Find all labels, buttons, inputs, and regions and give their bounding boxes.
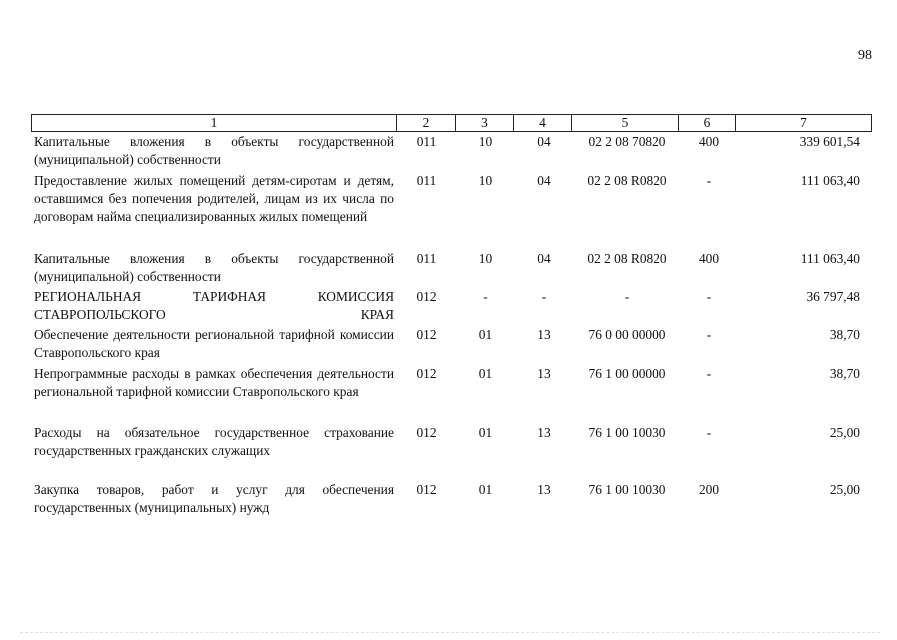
row-code-2: 011	[416, 134, 437, 149]
row-amount: 38,70	[829, 327, 860, 342]
page-number: 98	[858, 48, 872, 63]
row-code-6: 200	[698, 482, 720, 497]
header-col-6: 6	[679, 115, 736, 132]
row-amount: 36 797,48	[806, 289, 860, 304]
header-col-3: 3	[456, 115, 514, 132]
row-amount: 111 063,40	[800, 173, 860, 188]
row-code-3: 10	[478, 134, 493, 149]
row-code-5: 76 1 00 10030	[588, 425, 666, 440]
row-code-4: 04	[537, 251, 551, 266]
row-code-2: 012	[416, 366, 437, 381]
header-row	[32, 115, 872, 132]
row-code-5: -	[624, 289, 630, 304]
row-code-5: 76 1 00 00000	[588, 366, 666, 381]
row-amount: 38,70	[829, 366, 860, 381]
table-header	[31, 114, 872, 132]
row-code-5: 02 2 08 R0820	[587, 173, 667, 188]
row-code-6: -	[706, 173, 712, 188]
row-code-3: 10	[478, 251, 493, 266]
row-code-5: 02 2 08 70820	[588, 134, 666, 149]
row-code-2: 012	[416, 289, 437, 304]
row-code-3: 01	[478, 366, 493, 381]
row-amount: 339 601,54	[799, 134, 860, 149]
header-col-5: 5	[572, 115, 679, 132]
row-code-3: 01	[478, 327, 493, 342]
row-code-6: -	[706, 366, 712, 381]
row-code-4: -	[541, 289, 547, 304]
row-code-2: 011	[416, 173, 437, 188]
row-amount: 25,00	[829, 425, 860, 440]
row-amount: 111 063,40	[800, 251, 860, 266]
row-code-6: 400	[698, 134, 720, 149]
row-code-2: 011	[416, 251, 437, 266]
header-col-1: 1	[32, 115, 397, 132]
row-code-5: 76 1 00 10030	[588, 482, 666, 497]
row-code-2: 012	[416, 482, 437, 497]
row-code-4: 13	[537, 425, 551, 440]
row-amount: 25,00	[829, 482, 860, 497]
row-code-6: -	[706, 289, 712, 304]
row-description: Непрограммные расходы в рамках обеспечения деятельности региональной тарифной комиссии Ставропольского края	[34, 366, 394, 399]
row-code-2: 012	[416, 425, 437, 440]
row-description: Закупка товаров, работ и услуг для обеспечения государственных (муниципальных) нужд	[34, 482, 394, 515]
row-code-2: 012	[416, 327, 437, 342]
row-code-4: 13	[537, 482, 551, 497]
row-code-6: -	[706, 425, 712, 440]
row-code-3: 01	[478, 425, 493, 440]
row-code-5: 76 0 00 00000	[588, 327, 666, 342]
scan-edge-line	[20, 632, 880, 633]
row-code-5: 02 2 08 R0820	[587, 251, 667, 266]
row-code-4: 13	[537, 366, 551, 381]
header-col-4: 4	[514, 115, 572, 132]
row-code-3: 10	[478, 173, 493, 188]
header-col-2: 2	[397, 115, 456, 132]
row-description: Капитальные вложения в объекты государственной (муниципальной) собственности	[34, 134, 394, 167]
row-code-6: 400	[698, 251, 720, 266]
row-code-6: -	[706, 327, 712, 342]
row-description: Расходы на обязательное государственное страхование государственных гражданских служащих	[34, 425, 394, 458]
header-col-7: 7	[736, 115, 872, 132]
row-code-3: 01	[478, 482, 493, 497]
row-description: Капитальные вложения в объекты государственной (муниципальной) собственности	[34, 251, 394, 284]
row-code-3: -	[483, 289, 488, 304]
row-code-4: 13	[537, 327, 551, 342]
row-description: Обеспечение деятельности региональной тарифной комиссии Ставропольского края	[34, 327, 394, 360]
row-description: Предоставление жилых помещений детям-сиротам и детям, оставшимся без попечения родителей, лицам из их числа по договорам найма специализированных жилых помещений	[34, 173, 394, 224]
row-code-4: 04	[537, 173, 551, 188]
row-code-4: 04	[537, 134, 551, 149]
row-description: РЕГИОНАЛЬНАЯ ТАРИФНАЯ КОМИССИЯ СТАВРОПОЛЬСКОГО КРАЯ	[34, 289, 394, 322]
